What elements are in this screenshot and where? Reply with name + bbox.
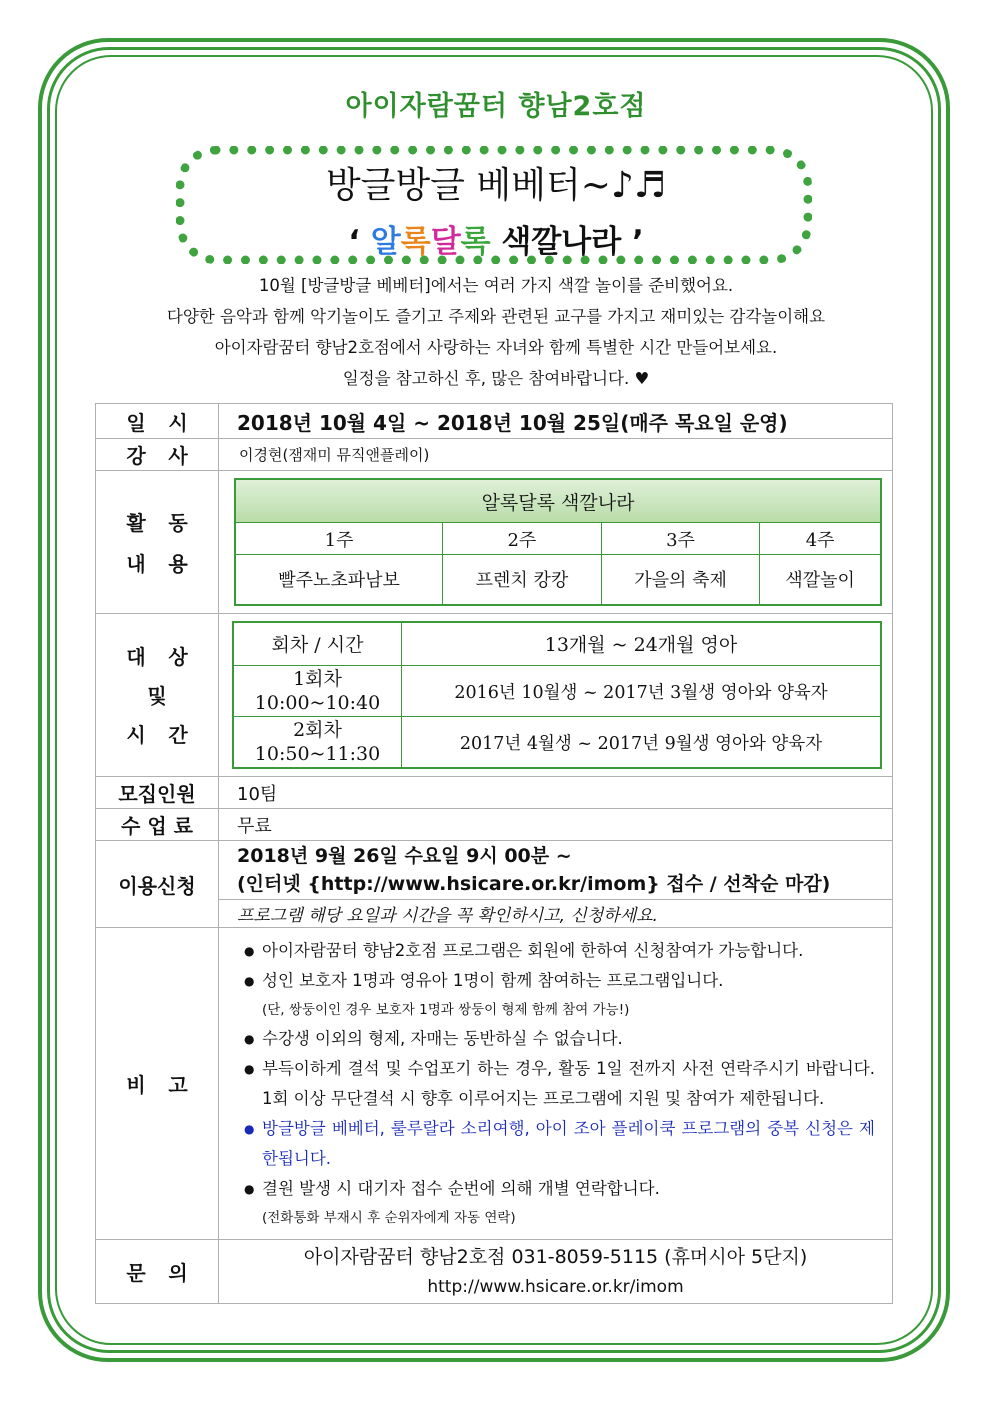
week-label: 4주 xyxy=(760,523,881,555)
target-table xyxy=(232,621,882,770)
fee-label: 수 업 료 xyxy=(96,809,219,841)
apply-row xyxy=(96,841,893,900)
contact-row xyxy=(96,1240,893,1304)
instructor-row xyxy=(96,439,893,471)
capacity-value: 10팀 xyxy=(219,777,893,809)
remark-item: ● 아이자람꿈터 향남2호점 프로그램은 회원에 한하여 신청참여가 가능합니다. xyxy=(244,936,875,966)
contact-label: 문 의 xyxy=(96,1240,219,1304)
info-table xyxy=(95,403,893,1304)
schedule-value: 2018년 10월 4일 ~ 2018년 10월 25일(매주 목요일 운영) xyxy=(219,404,893,439)
week-topic: 빨주노초파남보 xyxy=(235,555,443,605)
week-topic: 프렌치 캉캉 xyxy=(443,555,602,605)
week-topic: 가을의 축제 xyxy=(601,555,760,605)
remark-item: ● 성인 보호자 1명과 영유아 1명이 함께 참여하는 프로그램입니다. xyxy=(244,966,875,996)
week-label: 3주 xyxy=(601,523,760,555)
session-2-group: 2017년 4월생 ~ 2017년 9월생 영아와 양육자 xyxy=(402,717,882,769)
contact-phone: 아이자람꿈터 향남2호점 031-8059-5115 (휴머시아 5단지) xyxy=(303,1245,808,1268)
week-label: 2주 xyxy=(443,523,602,555)
week-topic: 색깔놀이 xyxy=(760,555,881,605)
age-col-header: 13개월 ~ 24개월 영아 xyxy=(402,622,882,666)
target-row xyxy=(96,613,893,777)
apply-label: 이용신청 xyxy=(96,841,219,928)
session-1-group: 2016년 10월생 ~ 2017년 3월생 영아와 양육자 xyxy=(402,666,882,717)
program-subtitle: ‘ 알록달록 색깔나라 ’ xyxy=(348,224,644,260)
schedule-row xyxy=(96,404,893,439)
remark-item: ● 결원 발생 시 대기자 접수 순번에 의해 개별 연락합니다. xyxy=(244,1174,875,1204)
intro-line: 다양한 음악과 함께 악기놀이도 즐기고 주제와 관련된 교구를 가지고 재미있는 감각놀이해요 xyxy=(166,307,826,326)
activity-label: 활 동 내 용 xyxy=(96,471,219,614)
capacity-row xyxy=(96,777,893,809)
remark-item-highlight: ● 방글방글 베베터, 룰루랄라 소리여행, 아이 조아 플레이쿡 프로그램의 중복 신청은 제한됩니다. xyxy=(244,1114,875,1174)
intro-line: 일정을 참고하신 후, 많은 참여바랍니다. ♥ xyxy=(342,369,650,388)
remark-item: ● 부득이하게 결석 및 수업포기 하는 경우, 활동 1일 전까지 사전 연락주시기 바랍니다. 1회 이상 무단결석 시 향후 이루어지는 프로그램에 지원 및 참여가 제한됩니다. xyxy=(244,1054,875,1114)
fee-row xyxy=(96,809,893,841)
remarks-label: 비 고 xyxy=(96,928,219,1240)
activity-content xyxy=(219,471,893,614)
program-title: 방글방글 베베터~♪♬ xyxy=(325,165,667,206)
remarks-row xyxy=(96,928,893,1240)
session-2: 2회차 10:50~11:30 xyxy=(233,717,402,769)
activity-row xyxy=(96,471,893,614)
remark-item: ● 수강생 이외의 형제, 자매는 동반하실 수 없습니다. xyxy=(244,1024,875,1054)
remarks-content xyxy=(219,928,893,1240)
intro-line: 10월 [방글방글 베베터]에서는 여러 가지 색깔 놀이를 준비했어요. xyxy=(258,276,734,295)
contact-url[interactable]: http://www.hsicare.or.kr/imom xyxy=(427,1276,684,1297)
remarks-list xyxy=(220,932,891,1236)
apply-note: 프로그램 해당 요일과 시간을 꼭 확인하시고, 신청하세요. xyxy=(219,900,893,928)
instructor-value: 이경현(잼재미 뮤직앤플레이) xyxy=(219,439,893,471)
week-label: 1주 xyxy=(235,523,443,555)
fee-value: 무료 xyxy=(219,809,893,841)
target-content xyxy=(219,613,893,777)
remark-note: (전화통화 부재시 후 순위자에게 자동 연락) xyxy=(262,1209,516,1226)
apply-value: 2018년 9월 26일 수요일 9시 00분 ~ (인터넷 {http://www.hsicare.or.kr/imom} 접수 / 선착순 마감) xyxy=(219,841,893,900)
intro-text xyxy=(0,270,992,394)
remark-note: (단, 쌍둥이인 경우 보호자 1명과 쌍둥이 형제 함께 참여 가능!) xyxy=(262,1001,630,1018)
target-label: 대 상 및 시 간 xyxy=(96,613,219,777)
instructor-label: 강 사 xyxy=(96,439,219,471)
session-col-header: 회차 / 시간 xyxy=(233,622,402,666)
session-1: 1회차 10:00~10:40 xyxy=(233,666,402,717)
org-title: 아이자람꿈터 향남2호점 xyxy=(345,91,647,122)
capacity-label: 모집인원 xyxy=(96,777,219,809)
activity-header: 알록달록 색깔나라 xyxy=(235,479,881,523)
contact-value xyxy=(219,1240,893,1304)
activity-table xyxy=(234,478,882,606)
intro-line: 아이자람꿈터 향남2호점에서 사랑하는 자녀와 함께 특별한 시간 만들어보세요. xyxy=(214,338,778,357)
schedule-label: 일 시 xyxy=(96,404,219,439)
